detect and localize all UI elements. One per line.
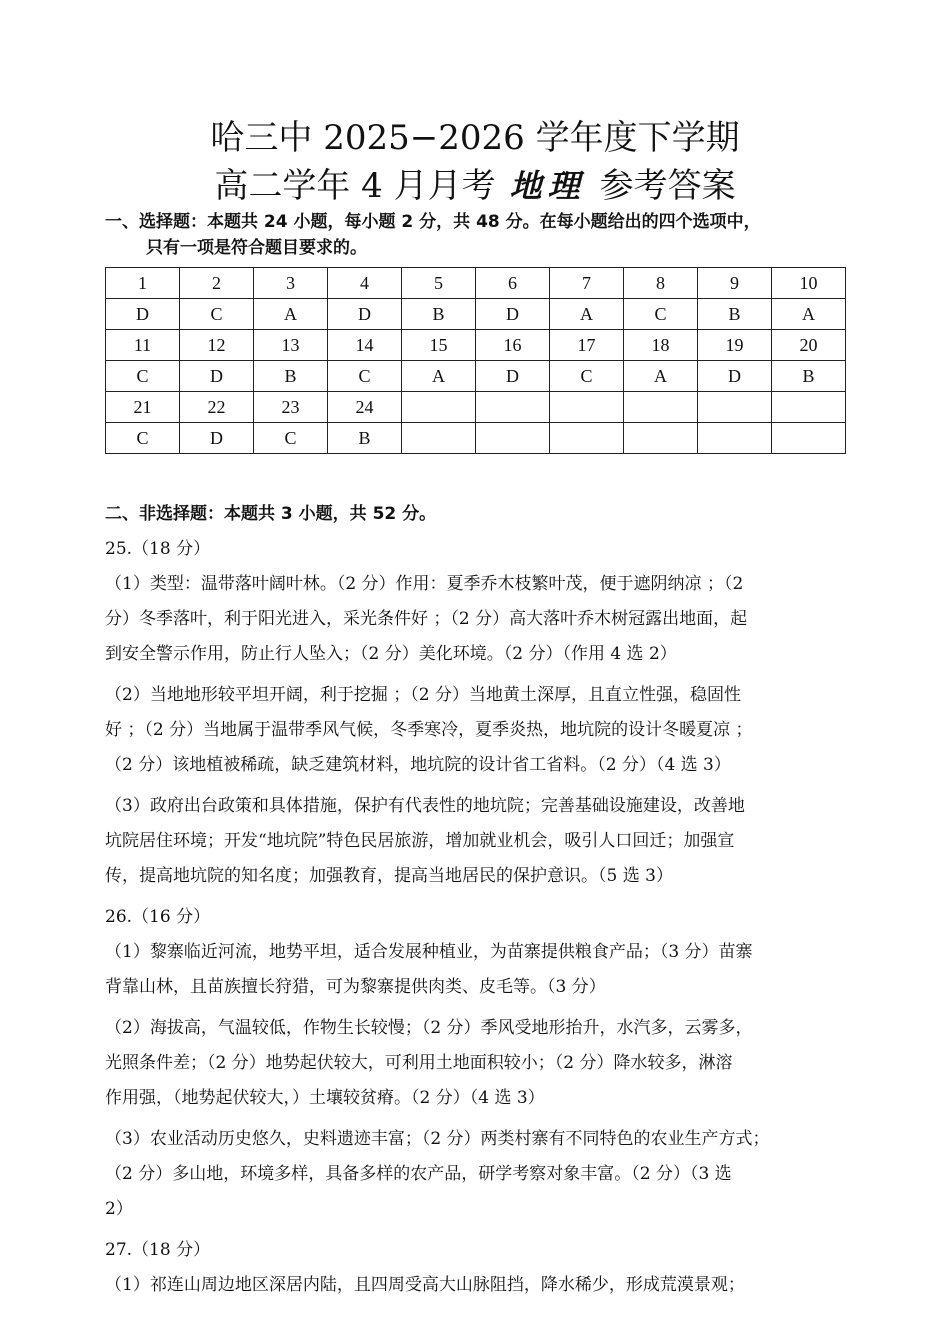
answer-line: （1）黎寨临近河流，地势平坦，适合发展种植业，为苗寨提供粮食产品；（3 分）苗寨	[105, 942, 753, 962]
answer-line: （3）政府出台政策和具体措施，保护有代表性的地坑院；完善基础设施建设，改善地	[105, 796, 745, 816]
section-2-heading: 二、非选择题：本题共 3 小题，共 52 分。	[105, 504, 437, 524]
table-cell: 24	[328, 392, 402, 423]
table-cell: C	[106, 423, 180, 454]
table-cell: B	[772, 361, 846, 392]
answer-line: 背靠山林，且苗族擅长狩猎，可为黎寨提供肉类、皮毛等。（3 分）	[105, 977, 606, 997]
answer-line: 坑院居住环境；开发“地坑院”特色民居旅游，增加就业机会，吸引人口回迁；加强宣	[105, 831, 735, 851]
table-cell	[550, 392, 624, 423]
table-cell: 11	[106, 330, 180, 361]
answer-line: （2 分）该地植被稀疏，缺乏建筑材料，地坑院的设计省工省料。（2 分）（4 选 3）	[105, 755, 731, 775]
table-cell	[698, 392, 772, 423]
table-cell: C	[254, 423, 328, 454]
table-cell	[698, 423, 772, 454]
answer-line: 光照条件差；（2 分）地势起伏较大，可利用土地面积较小；（2 分）降水较多，淋溶	[105, 1053, 733, 1073]
table-cell: B	[254, 361, 328, 392]
table-cell: C	[550, 361, 624, 392]
section-2	[105, 497, 845, 1309]
table-cell: 18	[624, 330, 698, 361]
table-cell: A	[624, 361, 698, 392]
answer-line: 到安全警示作用，防止行人坠入；（2 分）美化环境。（2 分）（作用 4 选 2）	[105, 644, 677, 664]
table-cell: 16	[476, 330, 550, 361]
table-cell: 7	[550, 268, 624, 299]
table-cell: 4	[328, 268, 402, 299]
table-cell: 9	[698, 268, 772, 299]
table-cell	[624, 392, 698, 423]
answer-line: 2）	[105, 1199, 133, 1219]
table-row	[106, 423, 846, 454]
table-cell: A	[550, 299, 624, 330]
answer-line: （1）祁连山周边地区深居内陆，且四周受高大山脉阻挡，降水稀少，形成荒漠景观；	[105, 1275, 745, 1295]
table-cell: 3	[254, 268, 328, 299]
table-row	[106, 330, 846, 361]
table-cell: 1	[106, 268, 180, 299]
table-row	[106, 392, 846, 423]
table-cell: 6	[476, 268, 550, 299]
table-cell: C	[624, 299, 698, 330]
table-cell: A	[772, 299, 846, 330]
title-prefix: 高二学年 4 月月考	[214, 166, 496, 206]
table-cell: 21	[106, 392, 180, 423]
table-cell: A	[254, 299, 328, 330]
table-row	[106, 361, 846, 392]
table-cell: 17	[550, 330, 624, 361]
table-cell	[550, 423, 624, 454]
answer-line: （2 分）多山地，环境多样，具备多样的农产品，研学考察对象丰富。（2 分）（3 选	[105, 1164, 732, 1184]
table-cell: B	[698, 299, 772, 330]
table-cell: 14	[328, 330, 402, 361]
section-1-heading: 一、选择题：本题共 24 小题，每小题 2 分，共 48 分。在每小题给出的四个选项中，	[105, 212, 761, 232]
table-cell: 22	[180, 392, 254, 423]
title-line-1: 哈三中 2025−2026 学年度下学期	[210, 118, 740, 158]
table-cell: 10	[772, 268, 846, 299]
table-cell	[402, 392, 476, 423]
table-cell: 5	[402, 268, 476, 299]
title-suffix: 参考答案	[599, 166, 736, 206]
table-cell	[624, 423, 698, 454]
answer-line: 传，提高地坑院的知名度；加强教育，提高当地居民的保护意识。（5 选 3）	[105, 866, 673, 886]
table-row	[106, 268, 846, 299]
table-cell: D	[476, 361, 550, 392]
table-row	[106, 299, 846, 330]
table-cell: D	[180, 423, 254, 454]
table-cell: 8	[624, 268, 698, 299]
table-cell: D	[180, 361, 254, 392]
table-cell: D	[698, 361, 772, 392]
table-cell	[402, 423, 476, 454]
table-cell: 12	[180, 330, 254, 361]
answer-line: （2）当地地形较平坦开阔，利于挖掘 ；（2 分）当地黄土深厚，且直立性强，稳固性	[105, 685, 741, 705]
question-number: 26.（16 分）	[105, 907, 211, 927]
title-line-2	[0, 158, 950, 207]
answer-line: （2）海拔高，气温较低，作物生长较慢；（2 分）季风受地形抬升，水汽多，云雾多，	[105, 1018, 753, 1038]
table-cell	[772, 423, 846, 454]
subject-label: 地理	[509, 167, 586, 205]
table-cell: A	[402, 361, 476, 392]
table-cell: C	[106, 361, 180, 392]
table-cell	[772, 392, 846, 423]
table-cell: D	[328, 299, 402, 330]
table-cell: 20	[772, 330, 846, 361]
table-cell: D	[106, 299, 180, 330]
table-cell: 23	[254, 392, 328, 423]
table-cell: D	[476, 299, 550, 330]
table-cell	[476, 392, 550, 423]
table-cell: 2	[180, 268, 254, 299]
answer-line: （3）农业活动历史悠久，史料遗迹丰富；（2 分）两类村寨有不同特色的农业生产方式；	[105, 1129, 770, 1149]
answer-line: 作用强，（地势起伏较大，）土壤较贫瘠。（2 分）（4 选 3）	[105, 1088, 545, 1108]
table-cell: C	[328, 361, 402, 392]
question-number: 27.（18 分）	[105, 1240, 211, 1260]
table-cell: 15	[402, 330, 476, 361]
section-1-heading-cont: 只有一项是符合题目要求的。	[146, 238, 367, 258]
table-cell	[476, 423, 550, 454]
table-cell: 19	[698, 330, 772, 361]
answer-table	[105, 267, 846, 454]
table-cell: B	[402, 299, 476, 330]
table-cell: 13	[254, 330, 328, 361]
answer-line: （1）类型：温带落叶阔叶林。（2 分）作用：夏季乔木枝繁叶茂，便于遮阴纳凉 ；（2	[105, 574, 744, 594]
answer-line: 分）冬季落叶，利于阳光进入，采光条件好 ；（2 分）高大落叶乔木树冠露出地面，起	[105, 609, 748, 629]
question-number: 25.（18 分）	[105, 539, 211, 559]
answer-line: 好 ；（2 分）当地属于温带季风气候，冬季寒冷，夏季炎热，地坑院的设计冬暖夏凉 ；	[105, 720, 753, 740]
table-cell: B	[328, 423, 402, 454]
table-cell: C	[180, 299, 254, 330]
